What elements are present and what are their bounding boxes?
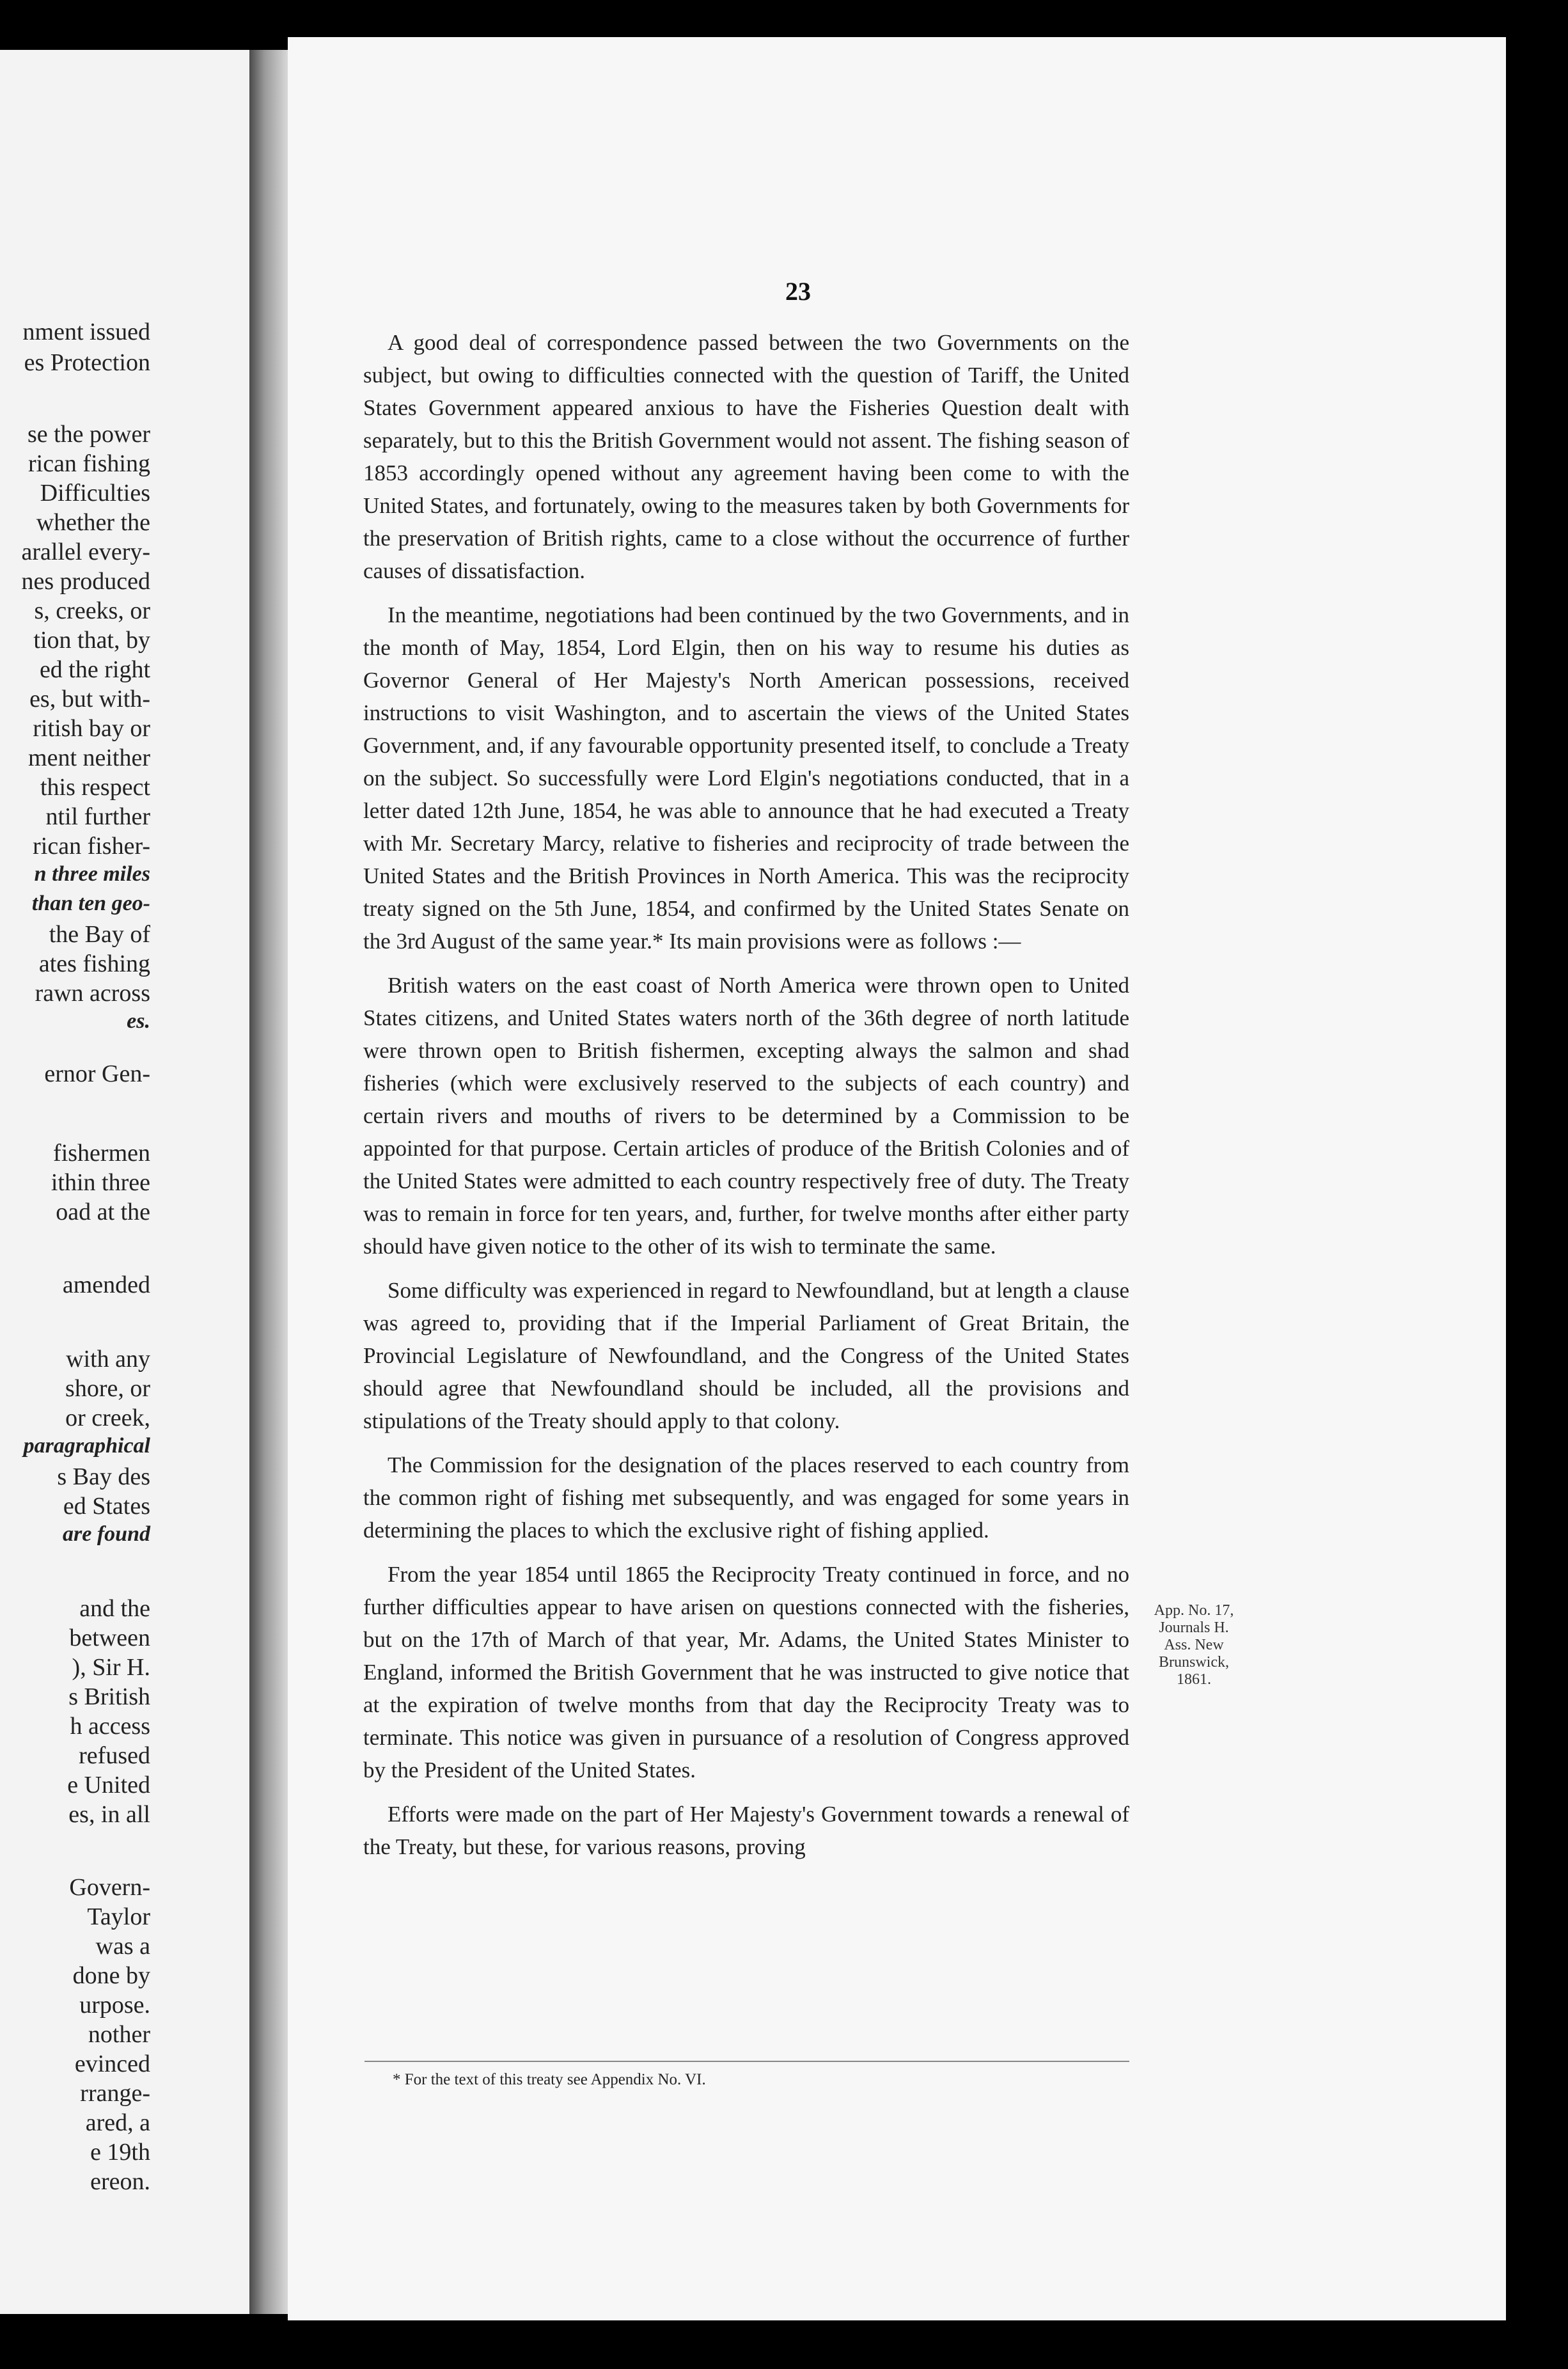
facing-page-line: rican fishing [27,450,150,477]
facing-page-line: ritish bay or [33,715,150,742]
facing-page-line: nment issued [22,319,150,345]
facing-page-line: s, creeks, or [34,597,150,624]
facing-page-line: evinced [74,2050,150,2077]
facing-page-line: es. [127,1009,150,1033]
facing-page-line: fishermen [53,1140,150,1167]
margin-note-line: 1861. [1177,1671,1211,1688]
facing-page-line: ithin three [51,1169,150,1196]
facing-page-line: urpose. [79,1992,150,2019]
facing-page-line: e United [67,1772,150,1798]
paragraph: A good deal of correspondence passed between the two Governments on the subject, but owing to difficulties connected with the question of Tariff, the United States Government appeared anxious to have the Fisheries Question dealt with separately, but to this the British Government would not assent. The fishing season of 1853 accordingly opened without any agreement having been come to with the United States, and fortunately, owing to the measures taken by both Governments for the preservation of British rights, came to a close without the occurrence of further causes of dissatisfaction. [363,330,1129,583]
body-text [363,326,1129,1875]
facing-page-line: done by [72,1962,150,1989]
facing-page-line: nes produced [21,568,150,595]
footnote-rule [365,2061,1129,2062]
page-number: 23 [785,277,811,306]
facing-page-line: ment neither [28,744,150,771]
paragraph: From the year 1854 until 1865 the Reciprocity Treaty continued in force, and no further difficulties appear to have arisen on questions connected with the fisheries, but on the 17th of March of that year, Mr. Adams, the United States Minister to England, informed the British Government that he was instructed to give notice that at the expiration of twelve months from that day the Reciprocity Treaty was to terminate. This notice was given in pursuance of a resolution of Congress approved by the President of the United States. [363,1562,1129,1783]
facing-page-fragment [0,50,249,2314]
paragraph: Some difficulty was experienced in regard to Newfoundland, but at length a clause was agreed to, providing that if the Imperial Parliament of Great Britain, the Provincial Legislature of Newfoundland, and the Congress of the United States should agree that Newfoundland should be included, all the provisions and stipulations of the Treaty should apply to that colony. [363,1278,1129,1433]
facing-page-line: s British [68,1683,150,1710]
margin-note-line: Journals H. [1159,1619,1229,1636]
facing-page-line: was a [95,1933,150,1960]
facing-page-line: ed the right [39,656,150,683]
facing-page-line: refused [79,1742,150,1769]
facing-page-line: h access [70,1713,150,1740]
facing-page-line: nother [88,2021,150,2048]
paragraph: In the meantime, negotiations had been continued by the two Governments, and in the month of May, 1854, Lord Elgin, then on his way to resume his duties as Governor General of Her Majesty's North American possessions, received instructions to visit Washington, and to ascertain the views of the United States Government, and, if any favourable opportunity presented itself, to conclude a Treaty on the subject. So successfully were Lord Elgin's negotiations conducted, that in a letter dated 12th June, 1854, he was able to announce that he had executed a Treaty with Mr. Secretary Marcy, relative to fisheries and reciprocity of trade between the United States and the British Provinces in North America. This was the reciprocity treaty signed on the 5th June, 1854, and confirmed by the United States Senate on the 3rd August of the same year.* Its main provisions were as follows :— [363,602,1129,954]
facing-page-line: with any [66,1346,150,1373]
facing-page-line: Difficulties [40,480,150,507]
facing-page-line: s Bay des [57,1463,150,1490]
margin-note [1136,1602,1251,1688]
facing-page-line: rican fisher- [33,833,150,860]
facing-page-line: ates fishing [38,950,150,977]
facing-page-line: shore, or [65,1375,150,1402]
facing-page-line: ed States [63,1493,150,1520]
facing-page-line: paragraphical [23,1434,150,1458]
facing-page-line: es, in all [68,1801,150,1828]
facing-page-line: ), Sir H. [72,1654,150,1681]
facing-page-line: oad at the [56,1199,150,1225]
facing-page-line: rrange- [80,2080,150,2107]
facing-page-line: than ten geo- [31,892,150,915]
facing-page-line: arallel every- [21,539,150,565]
facing-page-line: are found [63,1522,150,1546]
paragraph: The Commission for the designation of the places reserved to each country from the common right of fishing met subsequently, and was engaged for some years in determining the places to which the exclusive right of fishing applied. [363,1452,1129,1543]
margin-note-line: Ass. New [1164,1637,1224,1653]
facing-page-line: or creek, [65,1405,150,1431]
facing-page-line: and the [79,1595,150,1622]
facing-page-line: se the power [27,421,150,448]
facing-page-line: Taylor [87,1903,150,1930]
book-gutter [249,50,288,2314]
facing-page-line: rawn across [35,980,150,1007]
facing-page-line: es Protection [24,349,150,376]
facing-page-line: the Bay of [49,921,150,948]
facing-page-line: ntil further [45,803,150,830]
paragraph: British waters on the east coast of North America were thrown open to United States citizens, and United States waters north of the 36th degree of north latitude were thrown open to British fishermen, excepting always the salmon and shad fisheries (which were exclusively reserved to the subjects of each country) and certain rivers and mouths of rivers to be determined by a Commission to be appointed for that purpose. Certain articles of produce of the British Colonies and of the United States were admitted to each country respectively free of duty. The Treaty was to remain in force for ten years, and, further, for twelve months after either party should have given notice to the other of its wish to terminate the same. [363,973,1129,1259]
facing-page-line: n three miles [34,862,150,886]
facing-page-line: this respect [40,774,150,801]
paragraph: Efforts were made on the part of Her Majesty's Government towards a renewal of the Treaty, but these, for various reasons, proving [363,1802,1129,1859]
footnote: * For the text of this treaty see Appendix No. VI. [393,2071,706,2088]
facing-page-line: whether the [36,509,150,536]
facing-page-line: es, but with- [29,686,150,712]
facing-page-line: e 19th [90,2139,150,2166]
facing-page-line: ared, a [85,2109,150,2136]
margin-note-line: Brunswick, [1159,1654,1229,1671]
margin-note-line: App. No. 17, [1154,1602,1234,1619]
facing-page-line: ereon. [90,2168,150,2195]
facing-page-line: tion that, by [33,627,150,654]
facing-page-line: amended [62,1271,150,1298]
facing-page-line: ernor Gen- [44,1060,150,1087]
facing-page-line: between [69,1625,150,1651]
facing-page-line: Govern- [69,1874,150,1901]
